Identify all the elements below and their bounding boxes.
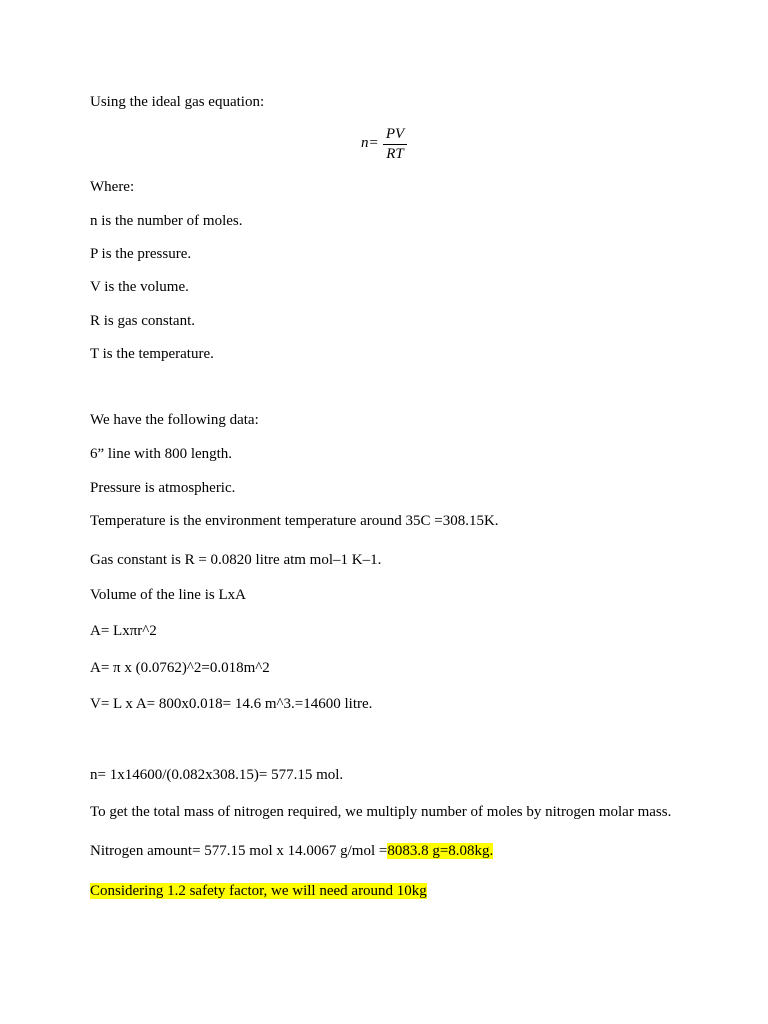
equation-fraction [383,126,407,163]
data-heading: We have the following data: [90,412,259,428]
equation-lhs: n= [361,135,379,151]
definition-v: V is the volume. [90,279,189,295]
nitrogen-amount-highlight: 8083.8 g=8.08kg. [387,843,494,859]
mass-explanation: To get the total mass of nitrogen required, we multiply number of moles by nitrogen molar mass. [90,804,672,820]
moles-calculation: n= 1x14600/(0.082x308.15)= 577.15 mol. [90,767,344,783]
definition-r: R is gas constant. [90,313,195,329]
fraction-bar [383,144,407,145]
equation-denominator: RT [386,146,404,162]
data-line-temperature: Temperature is the environment temperature around 35C =308.15K. [90,513,499,529]
intro-text: Using the ideal gas equation: [90,94,265,110]
definition-n: n is the number of moles. [90,213,243,229]
definition-t: T is the temperature. [90,346,214,362]
data-line-length: 6” line with 800 length. [90,446,233,462]
definition-p: P is the pressure. [90,246,192,262]
where-label: Where: [90,179,135,195]
data-line-volume-calc: V= L x A= 800x0.018= 14.6 m^3.=14600 litre. [90,696,373,712]
data-line-area-calc: A= π x (0.0762)^2=0.018m^2 [90,660,270,676]
equation-numerator: PV [385,126,405,142]
conclusion-line [90,882,427,900]
data-line-pressure: Pressure is atmospheric. [90,480,236,496]
data-line-gas-constant: Gas constant is R = 0.0820 litre atm mol–1 K–1. [90,552,382,568]
nitrogen-amount-prefix: Nitrogen amount= 577.15 mol x 14.0067 g/mol = [90,843,388,859]
conclusion-highlight: Considering 1.2 safety factor, we will need around 10kg [90,883,427,899]
nitrogen-amount-line [90,842,493,860]
data-line-area-formula: A= Lxπr^2 [90,623,157,639]
data-line-volume-def: Volume of the line is LxA [90,587,246,603]
